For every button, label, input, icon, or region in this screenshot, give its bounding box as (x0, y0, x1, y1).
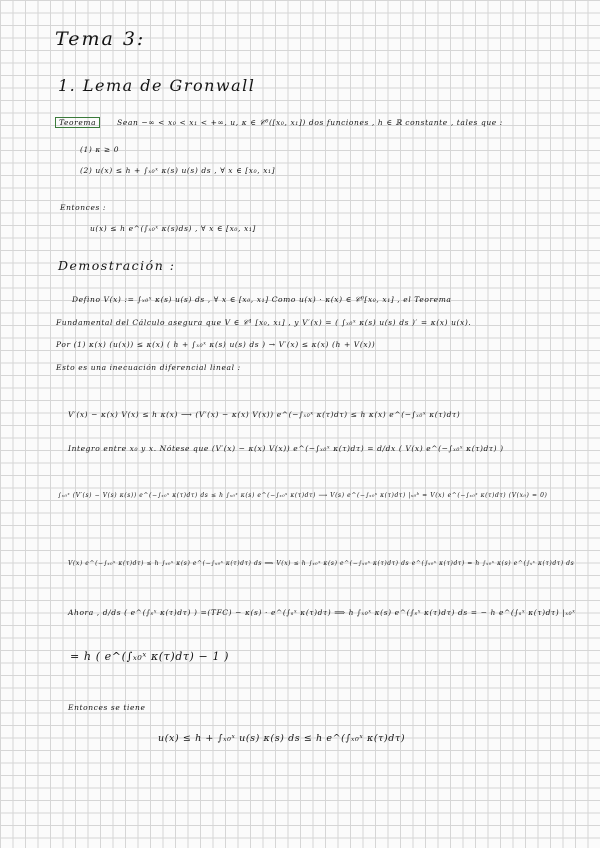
proof-line-4: Esto es una inecuación diferencial lineal : (56, 363, 241, 372)
proof-line-1: Defino V(x) := ∫ₓ₀ˣ κ(s) u(s) ds , ∀ x ∈ [x₀, x₁] Como u(x) · κ(x) ∈ 𝒞⁰[x₀, x₁] , el Teorema (72, 295, 452, 304)
theorem-condition-1: (1) κ ≥ 0 (80, 145, 120, 154)
proof-line-9: Ahora , d/ds ( e^(∫ₛˣ κ(τ)dτ) ) =(TFC) − κ(s) · e^(∫ₛˣ κ(τ)dτ) ⟹ h ∫ₓ₀ˣ κ(s) e^(∫ₛˣ κ(τ)dτ) ds = − h e^(∫ₛˣ κ(τ)dτ) |ₓ₀ˣ (68, 608, 576, 617)
proof-line-11: Entonces se tiene (68, 703, 146, 712)
theorem-text: Sean −∞ < x₀ < x₁ < +∞, u, κ ∈ 𝒞⁰([x₀, x₁]) dos funciones , h ∈ ℝ constante , tales que : (117, 118, 503, 127)
theorem-label: Teorema (55, 117, 100, 128)
proof-line-5: V′(x) − κ(x) V(x) ≤ h κ(x) ⟶ (V′(x) − κ(x) V(x)) e^(−∫ₓ₀ˣ κ(τ)dτ) ≤ h κ(x) e^(−∫ₓ₀ˣ κ(τ)dτ) (68, 410, 461, 419)
proof-line-10: = h ( e^(∫ₓ₀ˣ κ(τ)dτ) − 1 ) (70, 650, 230, 663)
theorem-statement (55, 118, 503, 128)
proof-heading: Demostración : (58, 258, 176, 273)
section-heading: 1. Lema de Gronwall (58, 76, 256, 95)
proof-line-2: Fundamental del Cálculo asegura que V ∈ 𝒞¹ [x₀, x₁] , y V′(x) = ( ∫ₓ₀ˣ κ(s) u(s) ds )′ = κ(x) u(x). (56, 318, 472, 327)
proof-line-3: Por (1) κ(x) (u(x)) ≤ κ(x) ( h + ∫ₓ₀ˣ κ(s) u(s) ds ) → V′(x) ≤ κ(x) (h + V(x)) (56, 340, 376, 349)
page-title: Tema 3: (55, 28, 146, 50)
theorem-result: u(x) ≤ h e^(∫ₓ₀ˣ κ(s)ds) , ∀ x ∈ [x₀, x₁] (90, 224, 256, 233)
proof-conclusion: u(x) ≤ h + ∫ₓ₀ˣ u(s) κ(s) ds ≤ h e^(∫ₓ₀ˣ κ(τ)dτ) (158, 733, 406, 744)
proof-line-7: ∫ₓ₀ˣ (V′(s) − V(s) κ(s)) e^(−∫ₓ₀ˢ κ(τ)dτ) ds ≤ h ∫ₓ₀ˣ κ(s) e^(−∫ₓ₀ˢ κ(τ)dτ) ⟶ V(s) e^(−∫ₓ₀ˢ κ(τ)dτ) |ₓ₀ᵇ = V(x) e^(−∫ₓ₀ˣ κ(τ)dτ) (V(x₀) = 0) (58, 492, 548, 499)
theorem-condition-2: (2) u(x) ≤ h + ∫ₓ₀ˣ κ(s) u(s) ds , ∀ x ∈ [x₀, x₁] (80, 166, 276, 175)
proof-line-6: Integro entre x₀ y x. Nótese que (V′(x) − κ(x) V(x)) e^(−∫ₓ₀ˣ κ(τ)dτ) = d/dx ( V(x) e^(−∫ₓ₀ˣ κ(τ)dτ) ) (68, 444, 504, 453)
theorem-then: Entonces : (60, 203, 107, 212)
proof-line-8: V(x) e^(−∫ₓ₀ˣ κ(τ)dτ) ≤ h ∫ₓ₀ˣ κ(s) e^(−∫ₓ₀ˢ κ(τ)dτ) ds ⟹ V(x) ≤ h ∫ₓ₀ˣ κ(s) e^(−∫ₓ₀ˢ κ(τ)dτ) ds e^(∫ₓ₀ˣ κ(τ)dτ) = h ∫ₓ₀ˣ κ(s) e^(∫ₛˣ κ(τ)dτ) ds (68, 560, 575, 567)
